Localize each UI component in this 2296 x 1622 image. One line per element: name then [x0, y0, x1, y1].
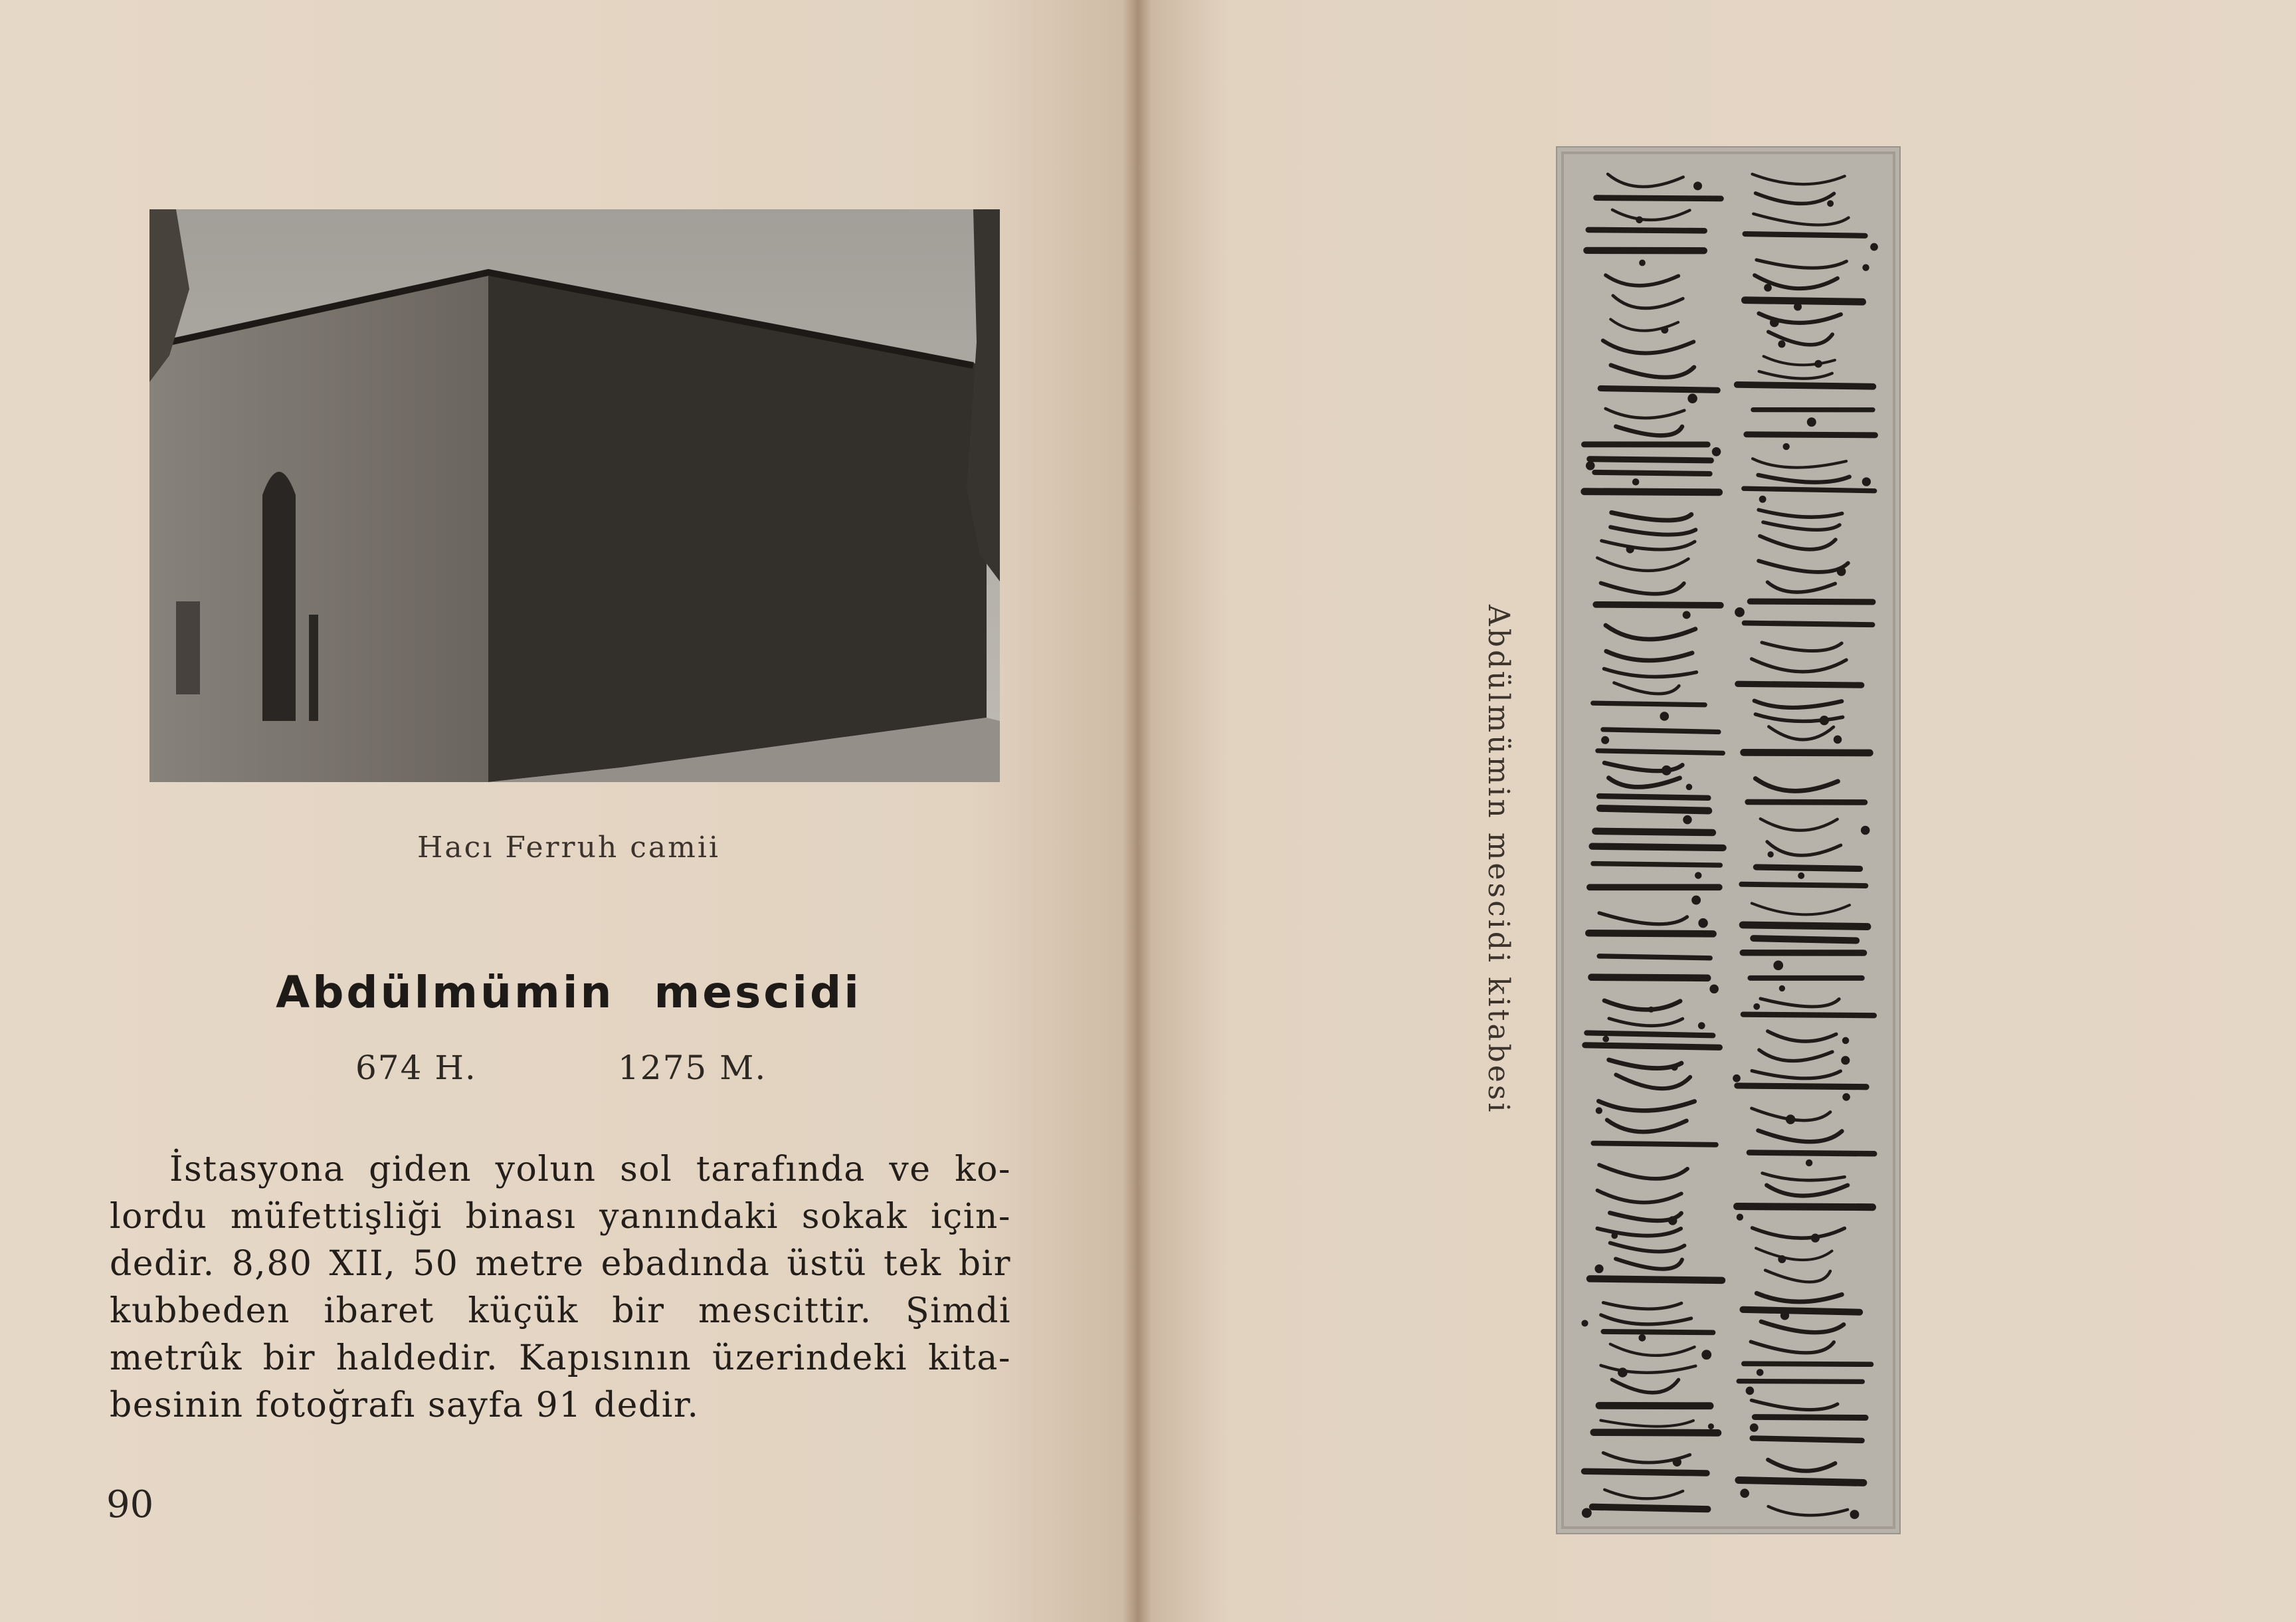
calligraphy-dot	[1780, 1312, 1788, 1320]
calligraphy-dot	[1737, 1214, 1743, 1220]
date-miladi: 1275 M.	[618, 1049, 767, 1087]
calligraphy-dot	[1862, 478, 1870, 486]
calligraphy-dot	[1586, 462, 1594, 470]
left-page	[0, 0, 1137, 1622]
calligraphy-stroke	[1739, 1381, 1862, 1382]
calligraphy-dot	[1699, 918, 1707, 927]
calligraphy-stroke	[1743, 925, 1867, 927]
calligraphy-dot	[1672, 1064, 1677, 1070]
mosque-photo-image	[149, 209, 1000, 782]
calligraphy-stroke	[1599, 796, 1708, 798]
calligraphy-dot	[1648, 1007, 1654, 1012]
calligraphy-dot	[1843, 1094, 1850, 1101]
calligraphy-dot	[1632, 479, 1639, 486]
section-heading	[0, 967, 1137, 1018]
calligraphy-dot	[1708, 1424, 1713, 1429]
calligraphy-stroke	[1745, 234, 1866, 236]
calligraphy-stroke	[1744, 752, 1870, 753]
calligraphy-stroke	[1737, 1086, 1866, 1087]
calligraphy-dot	[1582, 1320, 1588, 1326]
calligraphy-dot	[1582, 1508, 1591, 1518]
calligraphy-dot	[1618, 1368, 1628, 1377]
calligraphy-dot	[1871, 243, 1878, 251]
body-line: dedir. 8,80 XII, 50 metre ebadında üstü tek bir	[110, 1244, 1011, 1284]
calligraphy-dot	[1683, 815, 1691, 823]
calligraphy-dot	[1693, 182, 1701, 190]
calligraphy-stroke	[1590, 1278, 1722, 1280]
calligraphy-dot	[1815, 360, 1822, 367]
calligraphy-dot	[1702, 1350, 1711, 1360]
photo-caption: Hacı Ferruh camii	[417, 831, 720, 864]
body-paragraph	[110, 1146, 1011, 1429]
heading-word-2: mescidi	[654, 967, 862, 1018]
calligraphy-stroke	[1603, 730, 1719, 732]
calligraphy-dot	[1774, 961, 1783, 970]
calligraphy-dot	[1683, 611, 1690, 619]
calligraphy-stroke	[1744, 488, 1875, 491]
calligraphy-stroke	[1738, 684, 1862, 685]
inscription-photo	[1556, 146, 1901, 1534]
calligraphy-dot	[1662, 765, 1671, 775]
calligraphy-dot	[1842, 1037, 1849, 1044]
calligraphy-dot	[1639, 1334, 1646, 1341]
calligraphy-dot	[1746, 1387, 1754, 1395]
calligraphy-dot	[1863, 264, 1869, 270]
calligraphy-dot	[1698, 1023, 1705, 1029]
calligraphy-dot	[1710, 985, 1719, 993]
calligraphy-stroke	[1593, 703, 1705, 705]
calligraphy-dot	[1778, 341, 1785, 348]
calligraphy-dot	[1692, 896, 1701, 904]
calligraphy-stroke	[1584, 1471, 1707, 1473]
calligraphy-dot	[1741, 1489, 1749, 1498]
calligraphy-stroke	[1593, 1143, 1716, 1144]
calligraphy-dot	[1861, 826, 1869, 835]
body-line: lordu müfettişliği binası yanındaki sokak için-	[110, 1197, 1011, 1237]
body-line: İstasyona giden yolun sol tarafında ve ko-	[169, 1150, 1011, 1189]
calligraphy-stroke	[1585, 1045, 1720, 1047]
calligraphy-dot	[1750, 1424, 1758, 1432]
calligraphy-stroke	[1600, 808, 1709, 811]
calligraphy-stroke	[1594, 472, 1709, 474]
calligraphy-dot	[1807, 418, 1816, 427]
calligraphy-stroke	[1755, 1417, 1866, 1418]
calligraphy-dot	[1837, 567, 1846, 576]
calligraphy-dot	[1779, 985, 1784, 991]
calligraphy-dot	[1688, 394, 1697, 403]
calligraphy-stroke	[1592, 977, 1708, 978]
calligraphy-dot	[1602, 736, 1609, 744]
calligraphy-dot	[1754, 1003, 1760, 1009]
calligraphy-dot	[1765, 284, 1772, 292]
calligraphy-stroke	[1588, 933, 1713, 934]
calligraphy-dot	[1786, 1115, 1794, 1124]
calligraphy-dot	[1636, 217, 1643, 223]
calligraphy-dot	[1834, 736, 1842, 744]
calligraphy-dot	[1673, 1458, 1681, 1466]
body-line: besinin fotoğrafı sayfa 91 dedir.	[110, 1385, 700, 1425]
calligraphy-stroke	[1745, 623, 1873, 625]
calligraphy-dot	[1820, 716, 1828, 725]
calligraphy-dot	[1612, 1233, 1618, 1239]
calligraphy-dot	[1686, 784, 1692, 790]
calligraphy-stroke	[1598, 751, 1723, 754]
calligraphy-dot	[1662, 326, 1668, 333]
mosque-photo	[149, 209, 1000, 782]
date-hijri: 674 H.	[355, 1049, 477, 1087]
calligraphy-stroke	[1741, 884, 1866, 886]
calligraphy-dot	[1778, 1255, 1786, 1263]
calligraphy-stroke	[1756, 867, 1860, 868]
calligraphy-dot	[1603, 1036, 1609, 1042]
calligraphy-stroke	[1743, 1015, 1874, 1016]
heading-word-1: Abdülmümin	[276, 967, 615, 1018]
calligraphy-stroke	[1595, 831, 1712, 833]
calligraphy-dot	[1595, 1265, 1603, 1272]
calligraphy-stroke	[1592, 847, 1723, 848]
calligraphy-dot	[1768, 852, 1773, 857]
calligraphy-dot	[1850, 1510, 1859, 1519]
calligraphy-dot	[1626, 546, 1634, 553]
calligraphy-dot	[1842, 1057, 1850, 1064]
calligraphy-stroke	[1599, 956, 1710, 958]
calligraphy-dot	[1798, 872, 1804, 878]
calligraphy-stroke	[1743, 1310, 1860, 1312]
page-number: 90	[106, 1483, 154, 1526]
calligraphy-stroke	[1745, 300, 1862, 302]
body-line: metrûk bir haldedir. Kapısının üzerindeki kita-	[110, 1338, 1011, 1378]
calligraphy-stroke	[1753, 1438, 1862, 1440]
book-gutter	[1123, 0, 1152, 1622]
calligraphy-stroke	[1753, 938, 1856, 940]
calligraphy-stroke	[1590, 459, 1711, 460]
calligraphy-dot	[1783, 443, 1789, 449]
calligraphy-dot	[1640, 260, 1646, 266]
calligraphy-dot	[1806, 1160, 1812, 1166]
calligraphy-stroke	[1586, 1033, 1713, 1035]
calligraphy-stroke	[1596, 198, 1721, 199]
arabic-inscription-image	[1557, 148, 1899, 1533]
body-line: kubbeden ibaret küçük bir mescittir. Şimdi	[110, 1291, 1011, 1331]
calligraphy-dot	[1794, 303, 1802, 310]
calligraphy-stroke	[1749, 1153, 1874, 1154]
calligraphy-dot	[1735, 607, 1745, 617]
calligraphy-dot	[1733, 1074, 1741, 1082]
calligraphy-dot	[1695, 872, 1701, 878]
calligraphy-dot	[1759, 496, 1766, 502]
calligraphy-dot	[1757, 1369, 1763, 1376]
calligraphy-stroke	[1592, 1507, 1707, 1509]
calligraphy-stroke	[1737, 385, 1873, 387]
calligraphy-dot	[1668, 1217, 1676, 1225]
calligraphy-dot	[1712, 448, 1721, 456]
calligraphy-stroke	[1739, 1480, 1864, 1483]
calligraphy-stroke	[1600, 388, 1717, 390]
inscription-caption: Abdülmümin mescidi kitabesi	[1482, 605, 1515, 1115]
calligraphy-stroke	[1750, 601, 1873, 602]
calligraphy-dot	[1811, 1234, 1819, 1242]
calligraphy-dot	[1770, 318, 1778, 327]
calligraphy-stroke	[1593, 864, 1720, 865]
calligraphy-stroke	[1588, 230, 1705, 231]
calligraphy-dot	[1596, 1108, 1602, 1114]
calligraphy-dot	[1828, 201, 1834, 207]
calligraphy-dot	[1660, 712, 1669, 721]
